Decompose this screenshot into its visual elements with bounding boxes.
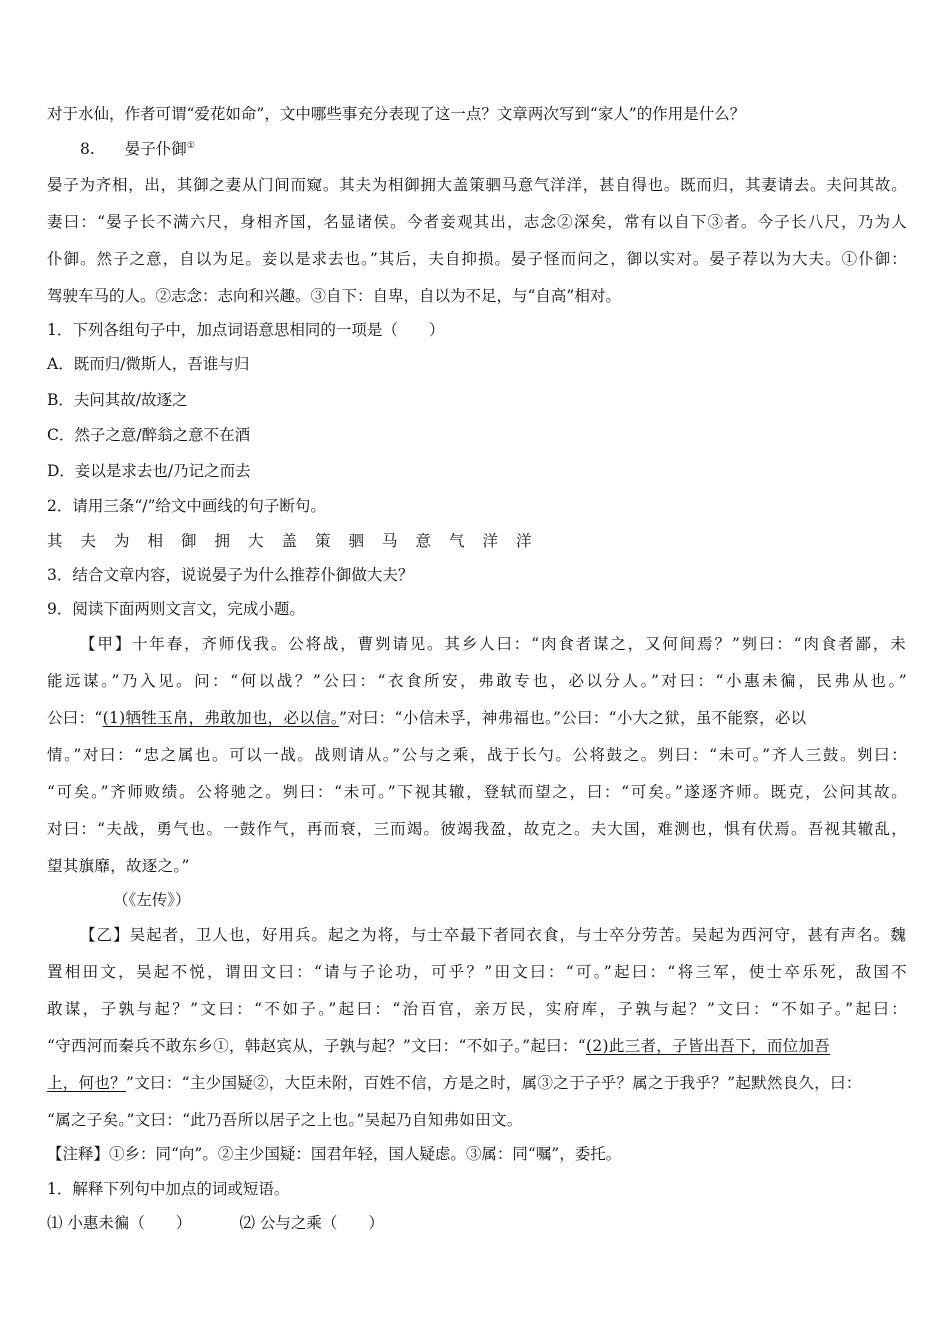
jia-passage-line: 【甲】十年春，齐师伐我。公将战，曹刿请见。其乡人曰：“肉食者谋之，又何间焉？”刿曰：“肉食者鄙，未 — [80, 635, 906, 653]
yi-passage-line: 【乙】吴起者，卫人也，好用兵。起之为将，与士卒最下者同衣食，与士卒分劳苦。吴起为西河守，甚有声名。魏 — [80, 926, 906, 944]
yi-underlined-sentence-2-cont: 上，何也？ — [47, 1074, 127, 1092]
q8-title-footnote-mark: ① — [186, 140, 195, 151]
jia-underlined-sentence-1: (1)牺牲玉帛，弗敢加也，必以信。 — [102, 709, 339, 727]
yi-underlined-sentence-2: (2)此三者，子皆出吾下，而位加吾 — [585, 1037, 831, 1055]
q8-number: 8. — [80, 140, 95, 158]
yi-text: “守西河而秦兵不敢东乡①，韩赵宾从，子孰与起？”文曰：“不如子。”起曰：“ — [47, 1037, 586, 1055]
q9-title: 9．阅读下面两则文言文，完成小题。 — [47, 600, 305, 618]
yi-passage-line — [47, 1034, 830, 1056]
q9-annotation: 【注释】①乡：同“向”。②主少国疑：国君年轻，国人疑虑。③属：同“嘱”，委托。 — [47, 1145, 622, 1163]
jia-source: （《左传》） — [113, 891, 191, 909]
q8-question-1: 1．下列各组句子中，加点词语意思相同的一项是（ ） — [47, 321, 445, 339]
yi-text: ”文曰：“主少国疑②，大臣未附，百姓不信，方是之时，属③之于子乎？属之于我乎？”起默然良久，曰： — [126, 1074, 862, 1092]
jia-text: ”对曰：“小信未孚，神弗福也。”公曰：“小大之狱，虽不能察，必以 — [338, 709, 807, 727]
q8-heading — [80, 137, 195, 159]
q8-passage-line: 妻曰：“晏子长不满六尺，身相齐国，名显诸侯。今者妾观其出，志念②深矣，常有以自下③者。今子长八尺，乃为人 — [47, 213, 907, 231]
yi-passage-line: “属之子矣。”文曰：“此乃吾所以居子之上也。”吴起乃自知弗如田文。 — [47, 1111, 523, 1129]
jia-text: 公曰：“ — [47, 709, 103, 727]
jia-passage-line: 能远谋。”乃入见。问：“何以战？”公曰：“衣食所安，弗敢专也，必以分人。”对曰：“小惠未徧，民弗从也。” — [47, 672, 907, 690]
q8-question-2: 2．请用三条“/”给文中画线的句子断句。 — [47, 497, 326, 515]
q9-question-1-items — [47, 1211, 384, 1233]
jia-passage-line: 望其旗靡，故逐之。” — [47, 857, 190, 875]
q8-option-b: B．夫问其故/故逐之 — [47, 391, 188, 409]
q8-option-c: C．然子之意/醉翁之意不在酒 — [47, 426, 251, 444]
q7-tail-text: 对于水仙，作者可谓“爱花如命”，文中哪些事充分表现了这一点？文章两次写到“家人”的作用是什么？ — [47, 105, 746, 123]
q8-option-d: D．妾以是求去也/乃记之而去 — [47, 462, 251, 480]
q8-option-a: A．既而归/微斯人，吾谁与归 — [47, 355, 250, 373]
q8-passage-line: 晏子为齐相，出，其御之妻从门间而窥。其夫为相御拥大盖策驷马意气洋洋，甚自得也。既而归，其妻请去。夫问其故。 — [47, 176, 907, 194]
q9-item-1: ⑴ 小惠未徧（ ） — [47, 1214, 192, 1232]
q8-question-3: 3．结合文章内容，说说晏子为什么推荐仆御做大夫？ — [47, 566, 414, 584]
jia-passage-line: 对曰：“夫战，勇气也。一鼓作气，再而衰，三而竭。彼竭我盈，故克之。夫大国，难测也，惧有伏焉。吾视其辙乱， — [47, 820, 907, 838]
yi-passage-line: 置相田文，吴起不悦，谓田文曰：“请与子论功，可乎？”田文曰：“可。”起曰：“将三军，使士卒乐死，敌国不 — [47, 963, 907, 981]
q9-item-2: ⑵ 公与之乘（ ） — [239, 1214, 384, 1232]
jia-passage-line: 情。”对曰：“忠之属也。可以一战。战则请从。”公与之乘，战于长勺。公将鼓之。刿曰：“未可。”齐人三鼓。刿曰： — [47, 746, 907, 764]
jia-passage-line — [47, 706, 807, 728]
q8-sentence-to-segment: 其夫为相御拥大盖策驷马意气洋洋 — [47, 532, 550, 550]
q9-question-1: 1．解释下列句中加点的词或短语。 — [47, 1180, 290, 1198]
q8-title: 晏子仆御 — [124, 140, 187, 158]
yi-passage-line — [47, 1071, 862, 1093]
jia-passage-line: “可矣。”齐师败绩。公将驰之。刿曰：“未可。”下视其辙，登轼而望之，曰：“可矣。”遂逐齐师。既克，公问其故。 — [47, 783, 907, 801]
q8-passage-line: 驾驶车马的人。②志念：志向和兴趣。③自下：自卑，自以为不足，与“自高”相对。 — [47, 287, 621, 305]
yi-passage-line: 敢谋，子孰与起？”文曰：“不如子。”起曰：“治百官，亲万民，实府库，子孰与起？”文曰：“不如子。”起曰： — [47, 1000, 907, 1018]
q8-passage-line: 仆御。然子之意，自以为足。妾以是求去也。”其后，夫自抑损。晏子怪而问之，御以实对。晏子荐以为大夫。①仆御： — [47, 250, 907, 268]
